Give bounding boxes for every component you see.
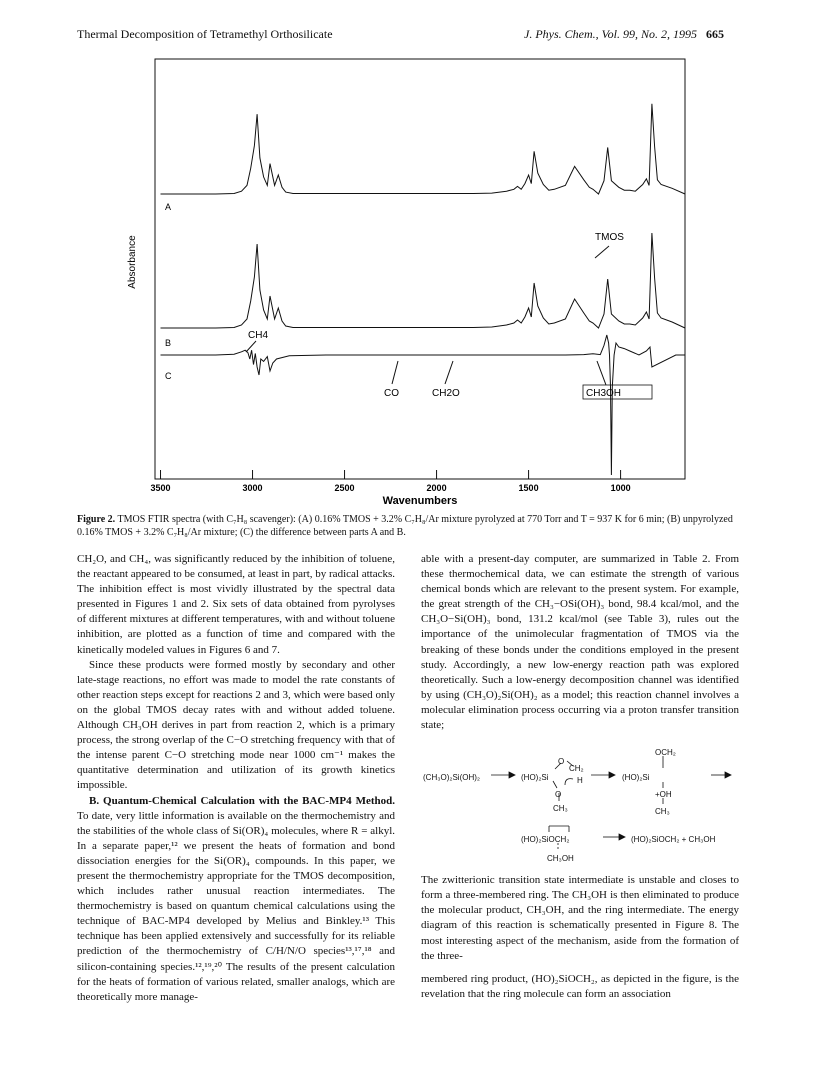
scheme-product: (HO)₂SiOCH₂ + CH₃OH [631,835,716,845]
paragraph-left-3-text: To date, very little information is available on the thermochemistry and the stabilities of the whole class of Si(OR)₄ molecules, where R = alkyl. In a separate paper,¹² we present the heats of formation and bond dissociation energies for the Si(OR)₄ compounds. In this paper, we present the thermochemistry appropriate for the TMOS decomposition, which includes rather unusual reaction intermediates. The thermochemistry is based on quantum chemical calculations using the technique of BAC-MP4 developed by Melius and Binkley.¹³ This technique has been applied extensively and successfully for its reliable prediction of the thermochemistry of C/H/N/O species¹³,¹⁷,¹⁸ and silicon-containing species.¹²,¹⁹,²⁰ The results of the present calculation for the heats of formation of various related, smaller analogs, which are theoretically more manage- [77,809,395,1003]
annotation-co: CO [384,388,399,399]
x-tick-label-3500: 3500 [150,483,171,493]
scheme-ts-h: H [577,776,583,786]
left-column [77,552,395,1005]
section-title: B. Quantum-Chemical Calculation with the BAC-MP4 Method. [89,794,395,807]
scheme-zw-ch3: CH₃ [655,807,670,817]
paragraph-left-2: Since these products were formed mostly by secondary and other late-stage reactions, no effort was made to model the rate constants of other reaction steps except for reactions 2 and 3, which were based only on the global TMOS decay rates with and without added toluene. Although CH₃OH derives in part from reaction 2, which is a primary process, the strong overlap of the C−O stretching frequency with that of the intense parent C−O stretching mode near 1000 cm⁻¹ makes the quantitative determination and utilization of its growth kinetics impossible. [77,658,395,792]
annotation-tmos: TMOS [595,232,624,243]
ch3oh-leader [597,361,606,385]
annotation-ch2o: CH2O [432,388,460,399]
scheme-ts-ch2: CH₂ [569,764,584,774]
spectrum-trace-a [161,104,686,194]
caption-label: Figure 2. [77,514,116,525]
ftir-spectra-figure [0,0,820,510]
ch2o-leader [445,361,453,384]
paragraph-right-2: The zwitterionic transition state intermediate is unstable and closes to form a three-membered ring. The CH₃OH is then eliminated to produce the molecular product, CH₃OH, and the ring intermediate. The energy diagram of this reaction is schematically presented in Figure 8. The most interesting aspect of the mechanism, aside from the formation of the three- [421,874,739,962]
scheme-adduct: (HO)₂SiOCH₂ [521,835,570,845]
reaction-scheme [421,739,751,869]
paragraph-right-1: able with a present-day computer, are summarized in Table 2. From these thermochemical data, we can estimate the strength of various chemical bonds which are relevant to the present system. For example, the great strength of the CH₃−OSi(OH)₃ bond, 98.4 kcal/mol, and the CH₃O−Si(OH)₃ bond, 131.2 kcal/mol (see Table 3), rules out the importance of the unimolecular fragmentation of TMOS via the breaking of these bonds under the conditions employed in the present study. Accordingly, a new low-energy reaction path was explored theoretically. Such a low-energy decomposition channel was identified by using (CH₃O)₂Si(OH)₂ as a model; this reaction channel involves a molecular elimination process occurring via a proton transfer transition state; [421,553,739,732]
trace-label-b: B [165,338,172,348]
page-number: 665 [706,27,724,41]
x-axis-tick-labels [151,483,631,493]
caption-text: TMOS FTIR spectra (with C₇H₈ scavenger): (A) 0.16% TMOS + 3.2% C₇H₈/Ar mixture pyrolyzed at 770 Torr and T = 937 K for 6 min; (B) unpyrolyzed 0.16% TMOS + 3.2% C₇H₈/Ar mixture; (C) the difference between parts A and B. [77,514,733,538]
scheme-lines [421,739,751,869]
co-leader [392,361,398,384]
spectrum-trace-b [161,233,686,328]
x-tick-label-1500: 1500 [518,483,539,493]
annotation-ch3oh: CH3OH [586,388,622,399]
spectra-traces [161,104,686,475]
paragraph-left-1: CH₂O, and CH₄, was significantly reduced by the inhibition of toluene, the reactant appeared to be consumed, at least in part, by radical attacks. The inhibition effect is most vividly illustrated by the spectral data presented in Figures 1 and 2. Six sets of data obtained from pyrolyses of different mixtures at different temperatures, with and without toluene inhibition, are plotted as a function of time and compared with the kinetically modeled values in Figures 6 and 7. [77,553,395,656]
x-tick-label-3000: 3000 [242,483,263,493]
trace-label-a: A [165,202,172,212]
x-axis-ticks [161,470,621,479]
x-tick-label-2000: 2000 [426,483,447,493]
journal-citation: J. Phys. Chem., Vol. 99, No. 2, 1995 [524,27,697,41]
scheme-zw-oh: +OH [655,790,672,800]
right-column [421,552,739,1002]
annotation-ch4: CH4 [248,330,269,341]
scheme-ts-ch3: CH₃ [553,804,568,814]
figure-caption [77,514,747,539]
x-axis-label: Wavenumbers [382,495,458,507]
plot-frame [155,59,685,479]
x-tick-label-2500: 2500 [334,483,355,493]
ch4-leader [246,341,256,352]
running-header-title: Thermal Decomposition of Tetramethyl Orthosilicate [77,27,333,41]
trace-label-c: C [165,371,172,381]
scheme-reactant: (CH₃O)₂Si(OH)₂ [423,773,481,783]
tmos-leader [595,246,609,258]
spectrum-trace-c [161,335,686,475]
scheme-adduct-methanol: CH₃OH [547,854,574,864]
scheme-ts-si: (HO)₂Si [521,773,549,783]
scheme-ts-o: O [558,757,565,767]
x-tick-label-1000: 1000 [610,483,631,493]
scheme-ts-o2: O [555,790,562,800]
paragraph-left-3 [77,794,395,1005]
scheme-zw-si: (HO)₂Si [622,773,650,783]
paragraph-right-3: membered ring product, (HO)₂SiOCH₂, as depicted in the figure, is the revelation that the ring molecule can form an association [421,972,739,1000]
y-axis-label: Absorbance [127,235,138,289]
scheme-zw-top: OCH₂ [655,748,676,758]
